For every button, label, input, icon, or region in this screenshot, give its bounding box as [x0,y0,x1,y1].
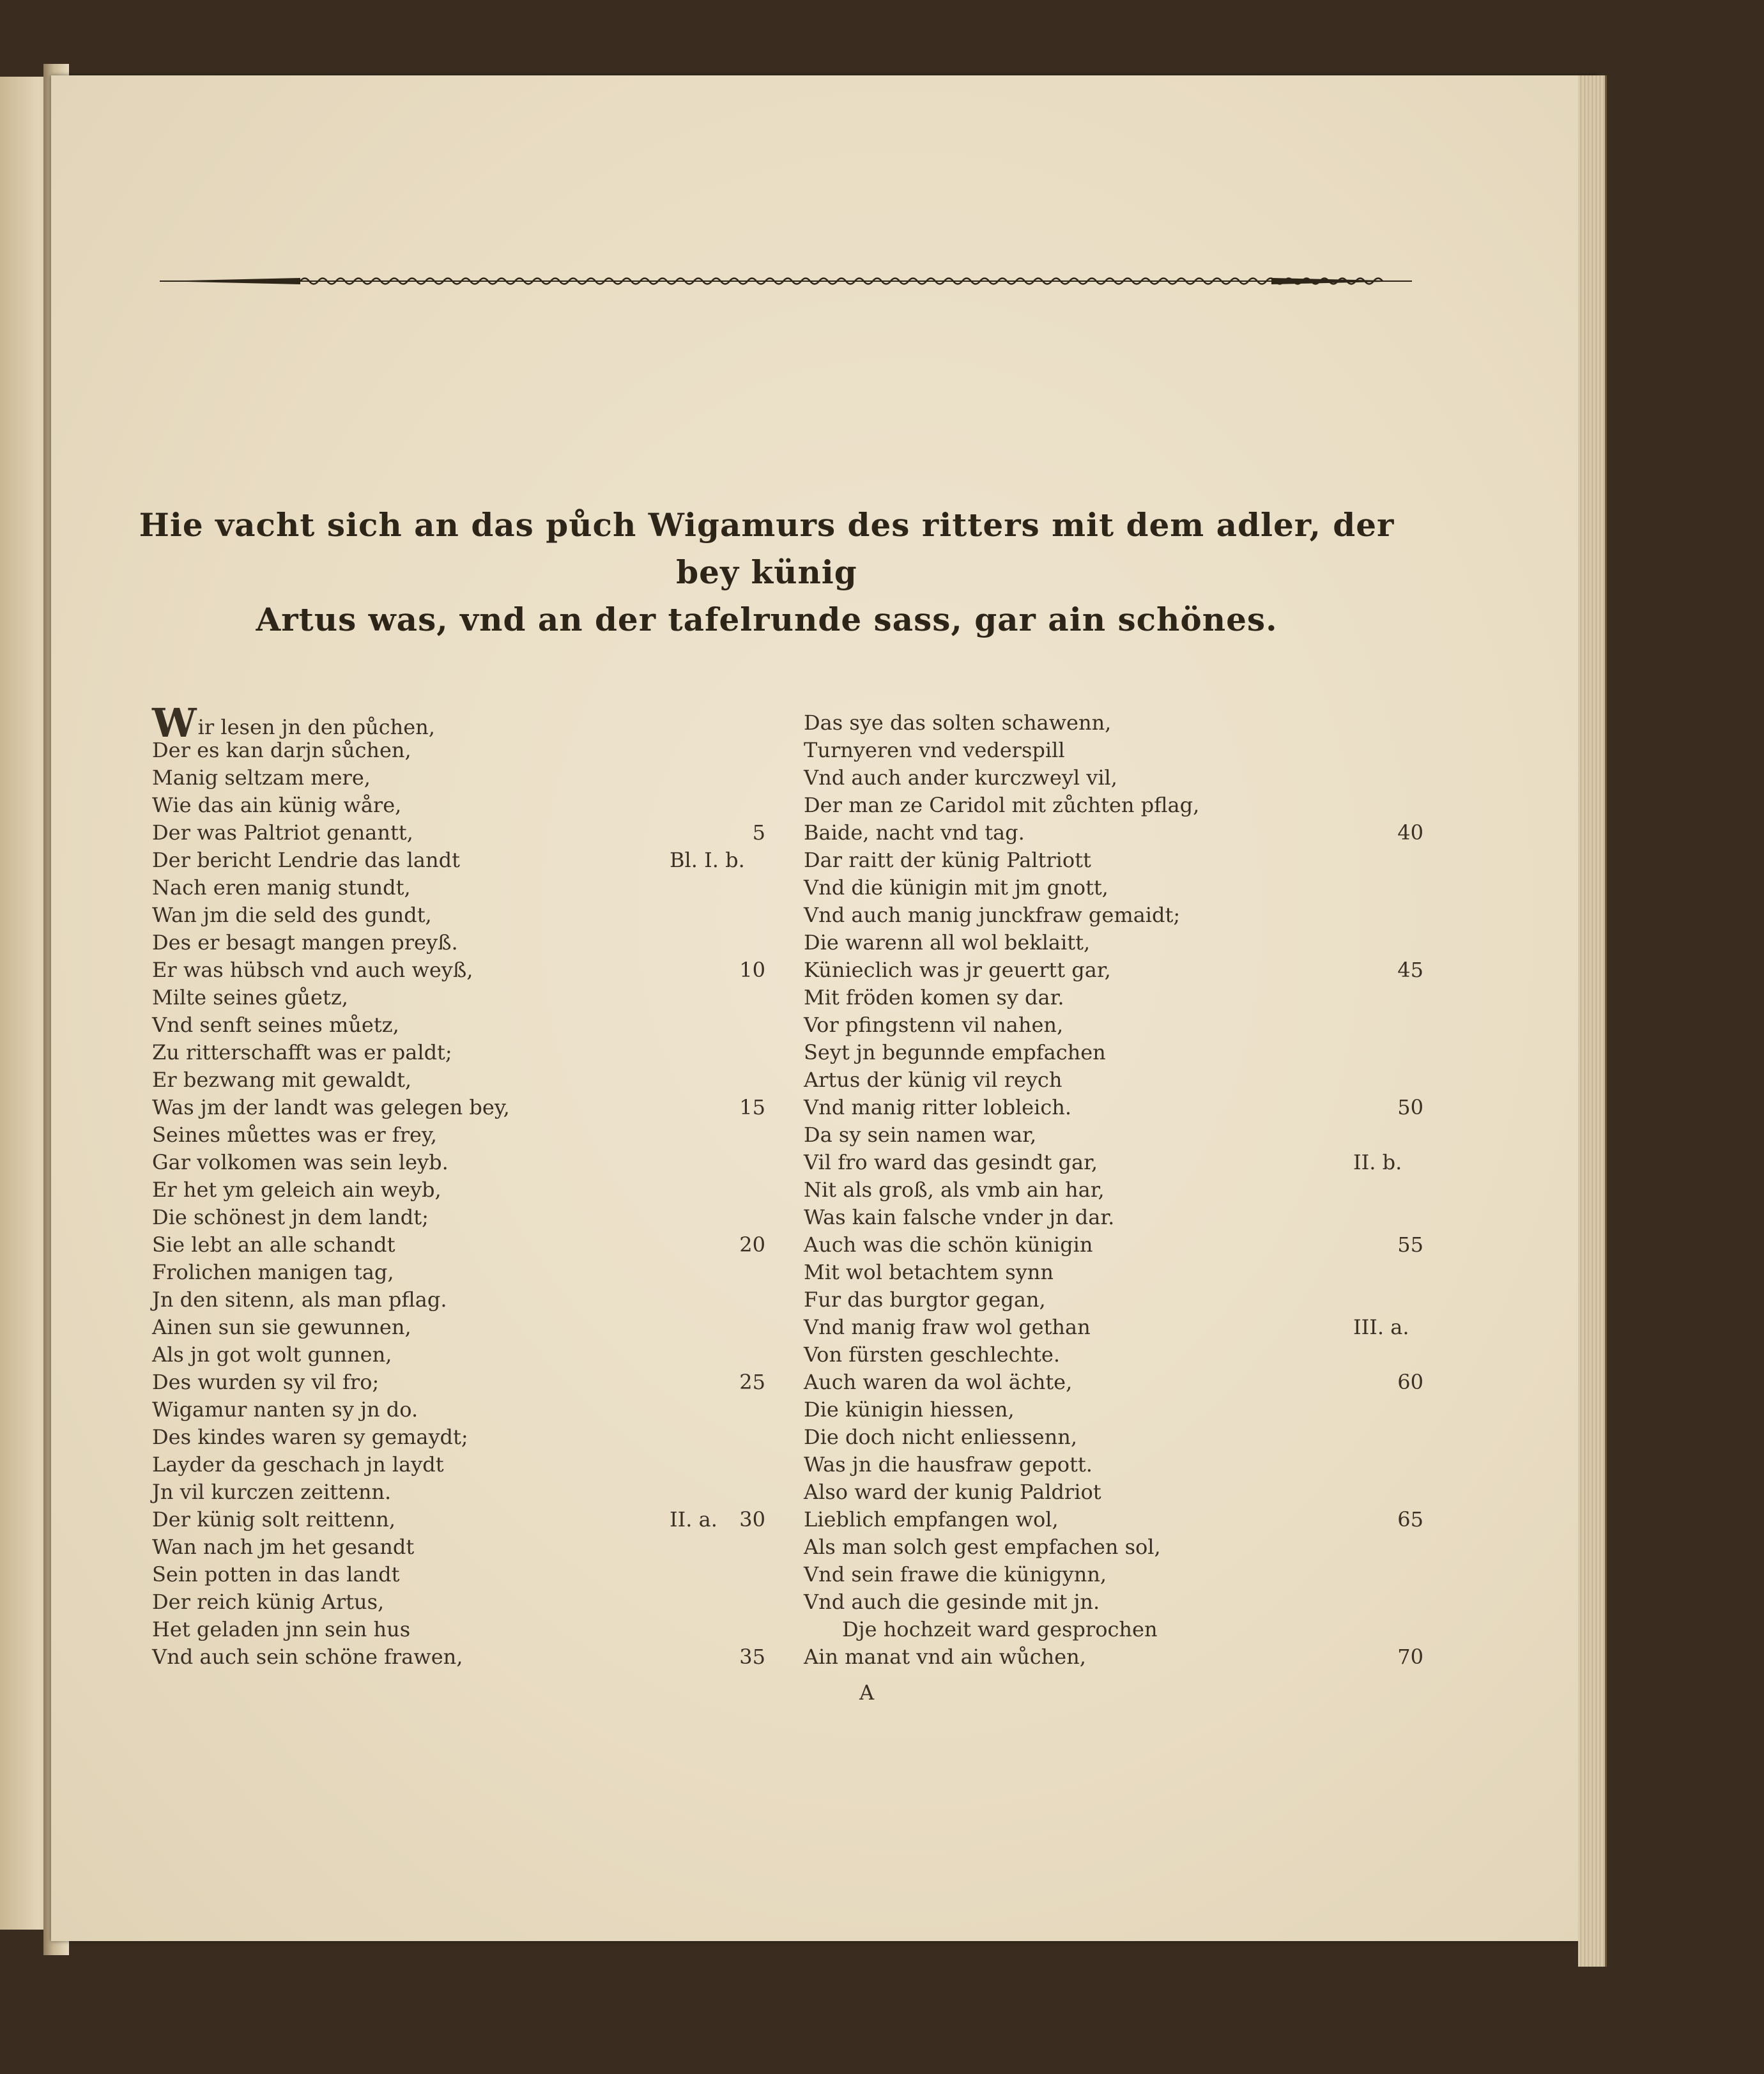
line-number: 10 [739,958,765,982]
verse-text [152,1451,444,1479]
line-number: 35 [739,1645,765,1669]
line-number: 30 [739,1507,765,1532]
verse-text [152,737,411,764]
verse-words: Seines můettes was er frey, [152,1123,437,1147]
verse-text [804,709,1111,737]
verse-text [804,1341,1060,1369]
verse-words: Die warenn all wol beklaitt, [804,930,1091,955]
verse-line [152,1149,791,1176]
verse-words: Vnd senft seines můetz, [152,1013,399,1037]
verse-words: Het geladen jnn sein hus [152,1617,411,1641]
verse-words: Vnd manig fraw wol gethan [804,1315,1091,1339]
verse-line [152,1231,791,1259]
verse-line [804,1396,1423,1424]
verse-text [152,792,401,819]
verse-text [152,1121,437,1149]
verse-line [804,1039,1423,1066]
line-number: 55 [1397,1233,1423,1257]
verse-line [804,1094,1423,1121]
verse-line [804,792,1423,819]
verse-line [152,1341,791,1369]
verse-line [804,902,1423,929]
verse-text [804,874,1108,902]
verse-text [804,819,1025,847]
verse-text [804,1451,1093,1479]
verse-line [152,1506,791,1533]
verse-words: ir lesen jn den půchen, [197,715,435,739]
verse-line [152,1039,791,1066]
line-number: 65 [1397,1507,1423,1532]
leaf-marker: II. a. [670,1507,717,1532]
verse-words: Des kindes waren sy gemaydt; [152,1425,468,1449]
verse-words: Seyt jn begunnde empfachen [804,1040,1106,1064]
verse-text [152,1588,384,1616]
verse-words: Baide, nacht vnd tag. [804,820,1025,845]
verse-line [804,1066,1423,1094]
verse-text [804,1121,1036,1149]
verse-words: Ainen sun sie gewunnen, [152,1315,411,1339]
verse-line [804,956,1423,984]
verse-words: Die schönest jn dem landt; [152,1205,429,1229]
verse-text [152,1369,379,1396]
verse-text [804,1149,1098,1176]
verse-words: Der bericht Lendrie das landt [152,848,460,872]
verse-text [152,984,348,1011]
leaf-marker: Bl. I. b. [670,848,745,872]
verse-text [152,1011,399,1039]
verse-line [152,792,791,819]
verse-words: Der es kan darjn sůchen, [152,738,411,762]
verse-line [152,1479,791,1506]
verse-words: Dje hochzeit ward gesprochen [842,1617,1158,1641]
verse-words: Er het ym geleich ain weyb, [152,1178,441,1202]
line-number: 25 [739,1370,765,1394]
verse-line [804,1451,1423,1479]
verse-text [152,902,432,929]
verse-line [152,700,791,746]
verse-line [152,1286,791,1314]
verse-line [152,847,791,874]
verse-words: Wan nach jm het gesandt [152,1535,415,1559]
verse-text [152,1561,400,1588]
verse-line [152,929,791,956]
verse-text [804,1314,1091,1341]
verse-text [152,1094,510,1121]
verse-text [804,1369,1072,1396]
verse-words: Vnd auch ander kurczweyl vil, [804,765,1117,790]
verse-text [804,1039,1106,1066]
verse-words: Fur das burgtor gegan, [804,1287,1046,1312]
ornamental-rule [160,272,1412,291]
verse-line [152,1424,791,1451]
verse-text [152,956,473,984]
verse-line [152,1176,791,1204]
verse-line [804,1533,1423,1561]
line-number: 20 [739,1233,765,1257]
verse-line [152,1011,791,1039]
line-number: 15 [739,1095,765,1119]
verse-text [152,847,460,874]
verse-text [152,1396,418,1424]
verse-line [152,1643,791,1671]
verse-line [804,1204,1423,1231]
verse-words: Die doch nicht enliessenn, [804,1425,1077,1449]
line-number: 5 [752,820,765,845]
verse-line [152,1369,791,1396]
verse-line [152,1204,791,1231]
verse-words: Manig seltzam mere, [152,765,371,790]
verse-text [804,1066,1062,1094]
verse-text [152,1259,394,1286]
verse-text [804,1204,1114,1231]
verse-words: Die künigin hiessen, [804,1397,1015,1422]
verse-line [804,1561,1423,1588]
verse-text [804,1561,1107,1588]
verse-text [152,929,458,956]
verse-line [804,1176,1423,1204]
verse-line [152,1396,791,1424]
verse-words: Layder da geschach jn laydt [152,1452,444,1477]
verse-line [152,1533,791,1561]
verse-line [152,1094,791,1121]
verse-words: Mit fröden komen sy dar. [804,985,1064,1010]
heading-line-2: Artus was, vnd an der tafelrunde sass, gar ain schönes. [256,601,1278,638]
verse-line [804,847,1423,874]
verse-line [804,1424,1423,1451]
verse-text [804,1479,1101,1506]
verse-line [152,1588,791,1616]
verse-line [804,874,1423,902]
verse-words: Vor pfingstenn vil nahen, [804,1013,1064,1037]
line-number: 50 [1397,1095,1423,1119]
verse-words: Des er besagt mangen preyß. [152,930,458,955]
verse-line [804,1314,1423,1341]
verse-words: Nit als groß, als vmb ain har, [804,1178,1105,1202]
verse-text [804,1506,1059,1533]
left-verse-column [152,700,791,1671]
verse-text [804,1286,1046,1314]
verse-words: Sein potten in das landt [152,1562,400,1586]
verse-words: Das sye das solten schawenn, [804,711,1112,735]
verse-text [804,792,1199,819]
verse-text [152,1341,392,1369]
verse-text [152,1616,410,1643]
heading-line-1: Hie vacht sich an das půch Wigamurs des ritters mit dem adler, der bey künig [139,506,1395,591]
verse-words: Er bezwang mit gewaldt, [152,1068,412,1092]
verse-text [804,764,1117,792]
verse-words: Da sy sein namen war, [804,1123,1037,1147]
verse-words: Wigamur nanten sy jn do. [152,1397,418,1422]
verse-line [152,1066,791,1094]
verse-words: Künieclich was jr geuertt gar, [804,958,1111,982]
verse-words: Vnd die künigin mit jm gnott, [804,875,1108,900]
verse-text [152,1533,414,1561]
verse-text [804,1011,1063,1039]
line-number: 45 [1397,958,1423,982]
verse-text [804,737,1065,764]
verse-text [804,984,1064,1011]
verse-text [152,1039,452,1066]
verse-words: Lieblich empfangen wol, [804,1507,1059,1532]
page-edge-stack [1578,75,1607,1967]
verse-text [804,1424,1077,1451]
verse-words: Was jn die hausfraw gepott. [804,1452,1093,1477]
verse-text [152,1314,411,1341]
verse-words: Als man solch gest empfachen sol, [804,1535,1161,1559]
page-heading [128,502,1406,643]
verse-line [804,819,1423,847]
verse-words: Zu ritterschafft was er paldt; [152,1040,452,1064]
verse-text [804,902,1180,929]
drop-cap: W [152,700,197,746]
verse-words: Als jn got wolt gunnen, [152,1342,392,1367]
verse-words: Vnd sein frawe die künigynn, [804,1562,1107,1586]
verse-words: Nach eren manig stundt, [152,875,411,900]
verse-line [152,874,791,902]
verse-line [804,1149,1423,1176]
verse-line [804,1259,1423,1286]
verse-text [152,764,371,792]
verse-line [804,1231,1423,1259]
verse-line [804,1011,1423,1039]
verse-words: Vil fro ward das gesindt gar, [804,1150,1098,1174]
verse-words: Von fürsten geschlechte. [804,1342,1061,1367]
verse-words: Des wurden sy vil fro; [152,1370,380,1394]
verse-text [804,1643,1086,1671]
verse-words: Jn vil kurczen zeittenn. [152,1480,392,1504]
line-number: 70 [1397,1645,1423,1669]
verse-words: Frolichen manigen tag, [152,1260,394,1284]
verse-words: Mit wol betachtem synn [804,1260,1054,1284]
verse-text [152,819,413,847]
verse-text [152,874,411,902]
verse-line [152,1121,791,1149]
verse-line [152,1451,791,1479]
verse-words: Jn den sitenn, als man pflag. [152,1287,447,1312]
verse-words: Er was hübsch vnd auch weyß, [152,958,473,982]
verse-words: Gar volkomen was sein leyb. [152,1150,449,1174]
verse-line [804,1369,1423,1396]
verse-line [804,1121,1423,1149]
verse-words: Was jm der landt was gelegen bey, [152,1095,510,1119]
verse-text [152,1643,463,1671]
line-number: 40 [1397,820,1423,845]
verse-words: Sie lebt an alle schandt [152,1233,395,1257]
verse-words: Vnd manig ritter lobleich. [804,1095,1072,1119]
verse-line [804,1588,1423,1616]
verse-line [804,984,1423,1011]
verse-line [152,1616,791,1643]
verse-words: Auch waren da wol ächte, [804,1370,1073,1394]
verse-words: Auch was die schön künigin [804,1233,1093,1257]
verse-words: Ain manat vnd ain wůchen, [804,1645,1086,1669]
verse-line [804,737,1423,764]
verse-line [152,1314,791,1341]
line-number: 60 [1397,1370,1423,1394]
verse-line [804,764,1423,792]
verse-line [152,737,791,764]
verse-text [152,1066,411,1094]
verse-words: Was kain falsche vnder jn dar. [804,1205,1115,1229]
verse-words: Wie das ain künig wåre, [152,793,402,817]
verse-text [804,1533,1161,1561]
verse-line [152,764,791,792]
signature-mark: A [859,1680,875,1705]
verse-line [804,929,1423,956]
verse-words: Dar raitt der künig Paltriott [804,848,1091,872]
verse-words: Artus der künig vil reych [804,1068,1062,1092]
verse-words: Der man ze Caridol mit zůchten pflag, [804,793,1200,817]
verse-words: Also ward der kunig Paldriot [804,1480,1101,1504]
verse-text [152,1176,441,1204]
verse-text [152,1149,449,1176]
verse-text [804,1588,1100,1616]
verse-line [804,1616,1423,1643]
verse-text [152,1424,468,1451]
verse-line [804,1286,1423,1314]
verse-text [804,1259,1054,1286]
verse-words: Der künig solt reittenn, [152,1507,396,1532]
verse-line [804,709,1423,737]
verse-line [152,956,791,984]
verse-line [152,1561,791,1588]
verse-words: Vnd auch sein schöne frawen, [152,1645,463,1669]
verse-line [804,1506,1423,1533]
verse-words: Milte seines gůetz, [152,985,348,1010]
leaf-marker: II. b. [1353,1150,1402,1174]
verse-text [804,1094,1071,1121]
verse-words: Der was Paltriot genantt, [152,820,413,845]
verse-line [152,984,791,1011]
verse-words: Wan jm die seld des gundt, [152,903,432,927]
verse-text [152,1479,391,1506]
verse-text [152,1231,395,1259]
right-verse-column [804,709,1423,1671]
verse-words: Der reich künig Artus, [152,1590,385,1614]
verse-text [804,847,1091,874]
verse-words: Turnyeren vnd vederspill [804,738,1065,762]
verse-text [152,1286,447,1314]
verse-words: Vnd auch die gesinde mit jn. [804,1590,1100,1614]
verse-line [152,819,791,847]
verse-text [804,929,1090,956]
verse-text [804,1231,1093,1259]
verse-line [152,902,791,929]
leaf-marker: III. a. [1353,1315,1409,1339]
verse-text [804,956,1111,984]
verse-text [152,1506,395,1533]
verse-text [804,1176,1105,1204]
verse-line [804,1643,1423,1671]
verse-words: Vnd auch manig junckfraw gemaidt; [804,903,1181,927]
verse-line [152,1259,791,1286]
verse-text [804,1396,1015,1424]
verse-line [804,1341,1423,1369]
verse-text [842,1616,1158,1643]
verse-line [804,1479,1423,1506]
verse-text [152,1204,429,1231]
